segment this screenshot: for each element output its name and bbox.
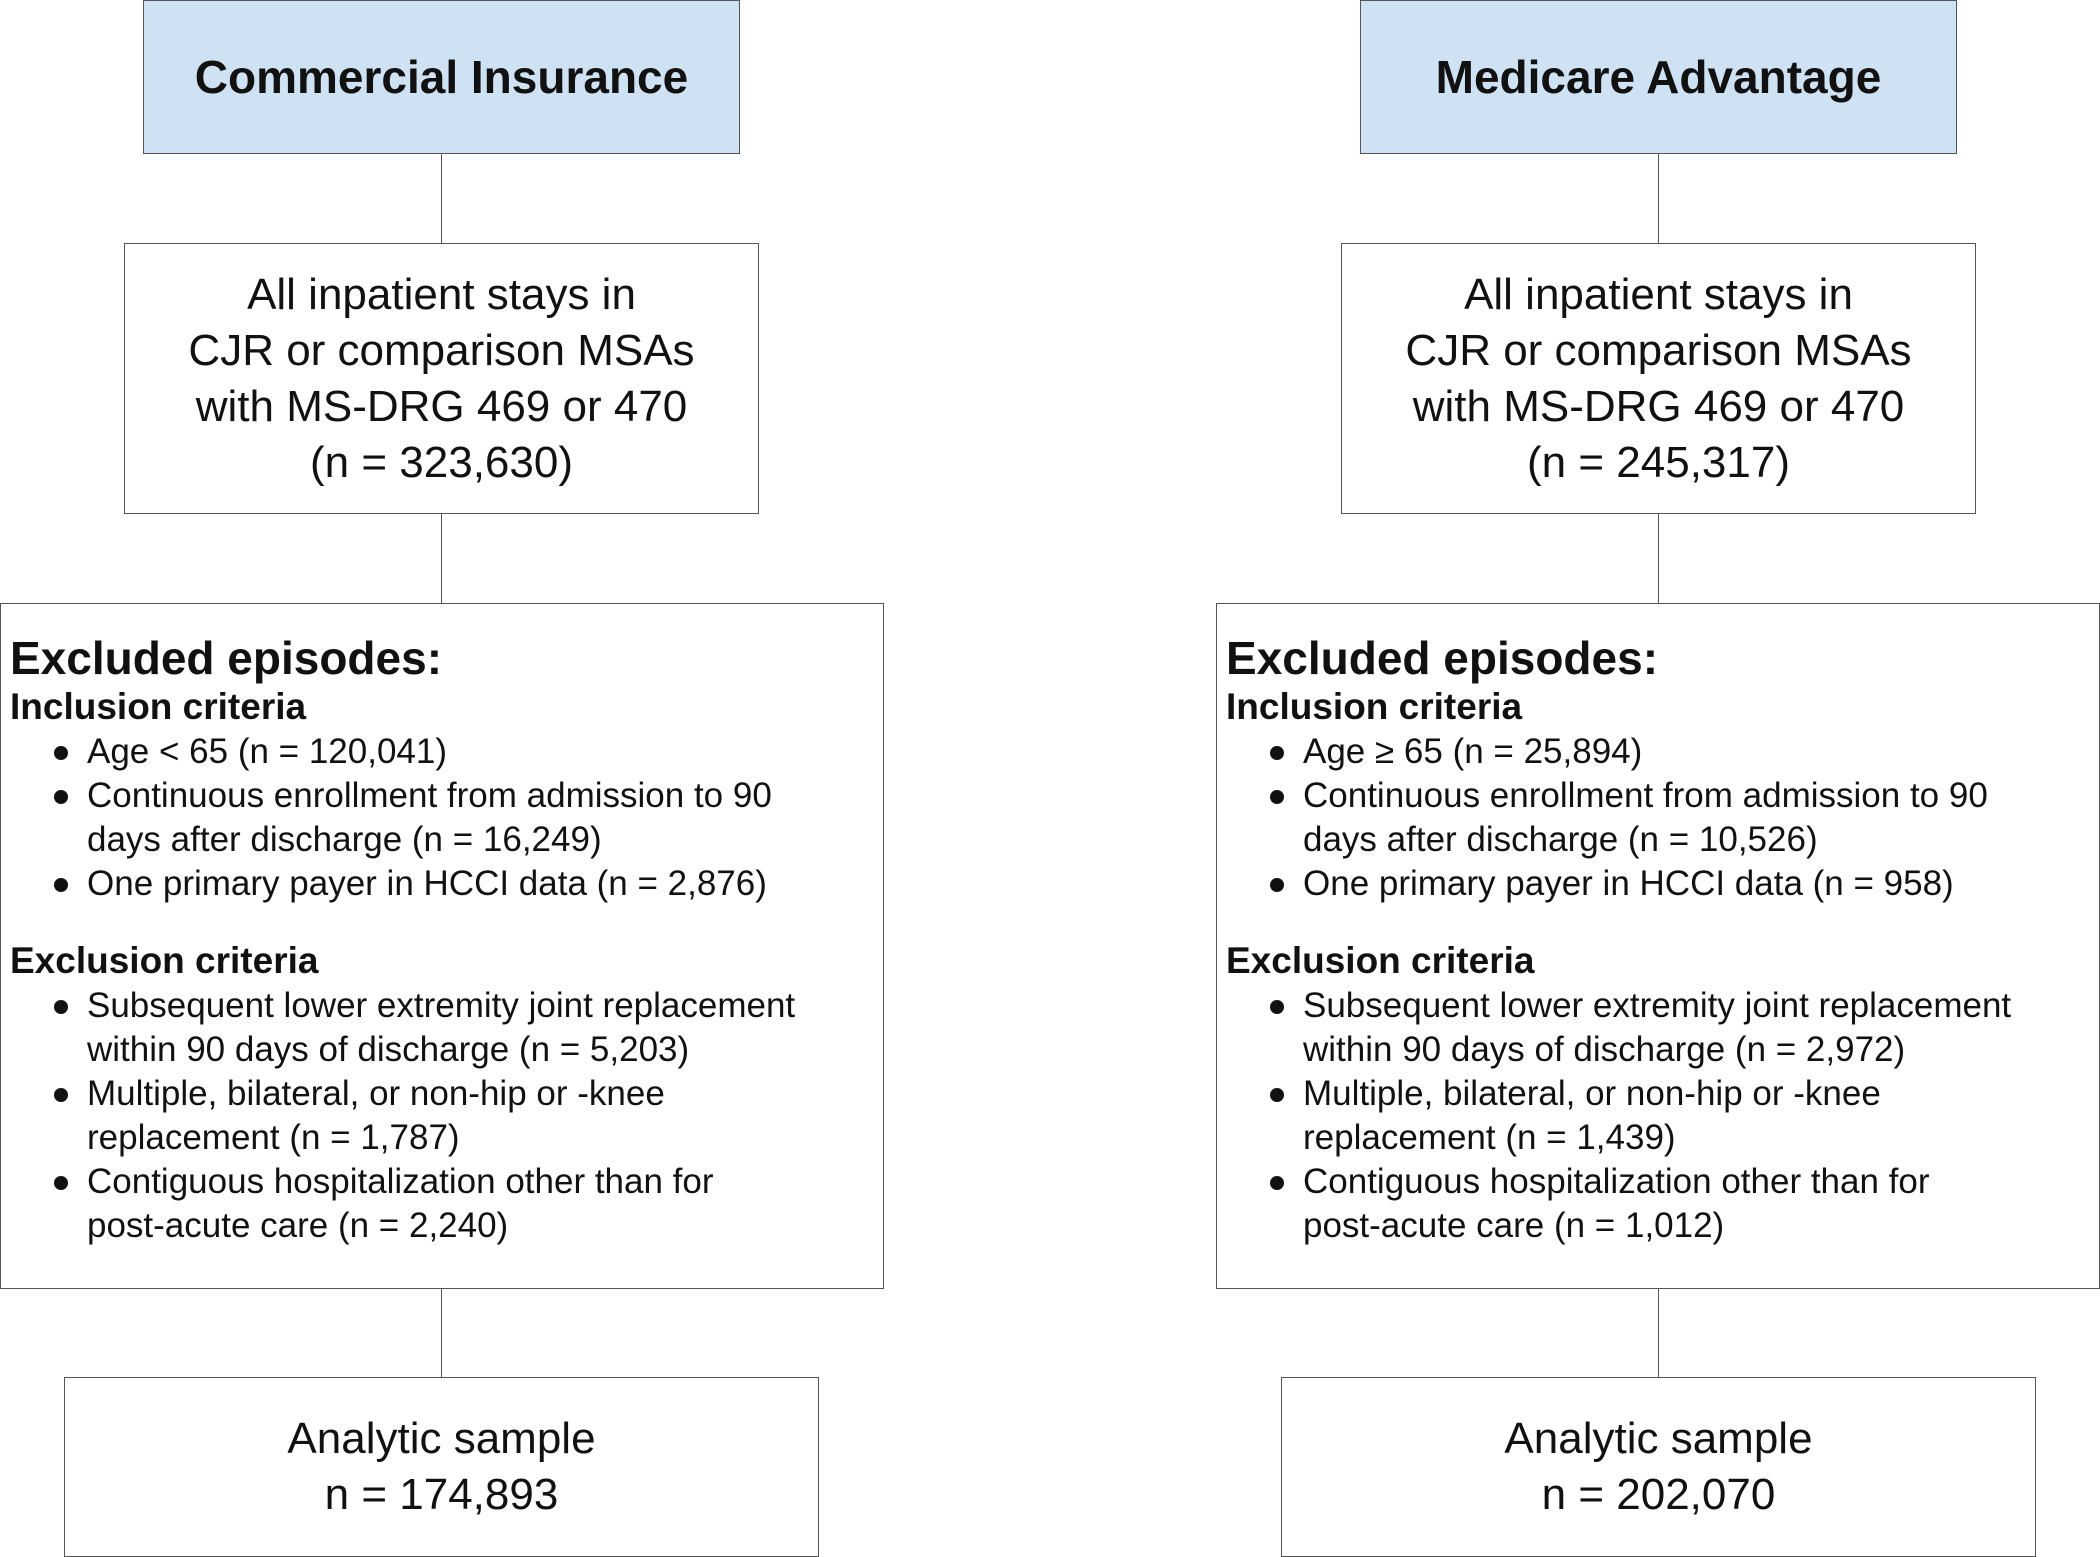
exclusion-item [1270,984,2099,1072]
inclusion-title: Inclusion criteria [1226,686,1523,727]
connector-line [441,514,442,604]
inclusion-list [10,730,883,906]
inclusion-title: Inclusion criteria [10,686,307,727]
excluded-title: Excluded episodes: [10,632,443,684]
item-line: One primary payer in HCCI data (n = 2,876) [87,864,767,903]
connector-line [1658,514,1659,604]
item-line: Age < 65 (n = 120,041) [87,732,447,771]
exclusion-item [54,1072,883,1160]
analytic-label: Analytic sample [1504,1414,1813,1463]
item-line: replacement (n = 1,787) [87,1118,460,1157]
analytic-count: n = 202,070 [1541,1470,1776,1519]
inclusion-item [54,774,883,862]
commercial-analytic-box [64,1377,819,1557]
inclusion-item [54,730,883,774]
item-line: Multiple, bilateral, or non-hip or -knee [87,1074,665,1113]
exclusion-list [10,984,883,1248]
item-line: One primary payer in HCCI data (n = 958) [1303,864,1954,903]
commercial-stays-box [124,243,759,514]
medicare-stays-box [1341,243,1976,514]
stays-line: CJR or comparison MSAs [188,325,695,375]
item-line: within 90 days of discharge (n = 2,972) [1303,1030,1906,1069]
connector-line [441,1289,442,1378]
stays-line: All inpatient stays in [247,269,636,319]
inclusion-item [1270,862,2099,906]
analytic-label: Analytic sample [287,1414,596,1463]
stays-line: with MS-DRG 469 or 470 [1412,381,1905,431]
exclusion-item [1270,1072,2099,1160]
connector-line [441,154,442,244]
inclusion-item [54,862,883,906]
item-line: Multiple, bilateral, or non-hip or -knee [1303,1074,1881,1113]
stays-line: CJR or comparison MSAs [1405,325,1912,375]
item-line: days after discharge (n = 16,249) [87,820,602,859]
medicare-header-box [1360,0,1957,154]
stays-line: with MS-DRG 469 or 470 [195,381,688,431]
stays-count: (n = 245,317) [1527,437,1790,487]
commercial-header-title: Commercial Insurance [194,51,689,103]
medicare-analytic-box [1281,1377,2036,1557]
analytic-count: n = 174,893 [324,1470,559,1519]
stays-line: All inpatient stays in [1464,269,1853,319]
exclusion-item [1270,1160,2099,1248]
item-line: Age ≥ 65 (n = 25,894) [1303,732,1643,771]
item-line: within 90 days of discharge (n = 5,203) [87,1030,690,1069]
item-line: Contiguous hospitalization other than for [1303,1162,1930,1201]
item-line: days after discharge (n = 10,526) [1303,820,1818,859]
commercial-excluded-box [0,603,884,1289]
exclusion-item [54,984,883,1072]
item-line: Subsequent lower extremity joint replacement [87,986,796,1025]
exclusion-title: Exclusion criteria [1226,940,1535,981]
exclusion-item [54,1160,883,1248]
connector-line [1658,1289,1659,1378]
item-line: post-acute care (n = 2,240) [87,1206,509,1245]
exclusion-list [1226,984,2099,1248]
connector-line [1658,154,1659,244]
inclusion-item [1270,730,2099,774]
item-line: Continuous enrollment from admission to 90 [87,776,772,815]
commercial-header-box [143,0,740,154]
excluded-title: Excluded episodes: [1226,632,1659,684]
item-line: Contiguous hospitalization other than for [87,1162,714,1201]
item-line: Continuous enrollment from admission to 90 [1303,776,1988,815]
inclusion-list [1226,730,2099,906]
item-line: Subsequent lower extremity joint replacement [1303,986,2012,1025]
medicare-header-title: Medicare Advantage [1435,51,1882,103]
exclusion-title: Exclusion criteria [10,940,319,981]
inclusion-item [1270,774,2099,862]
item-line: replacement (n = 1,439) [1303,1118,1676,1157]
item-line: post-acute care (n = 1,012) [1303,1206,1725,1245]
stays-count: (n = 323,630) [310,437,573,487]
medicare-excluded-box [1216,603,2100,1289]
